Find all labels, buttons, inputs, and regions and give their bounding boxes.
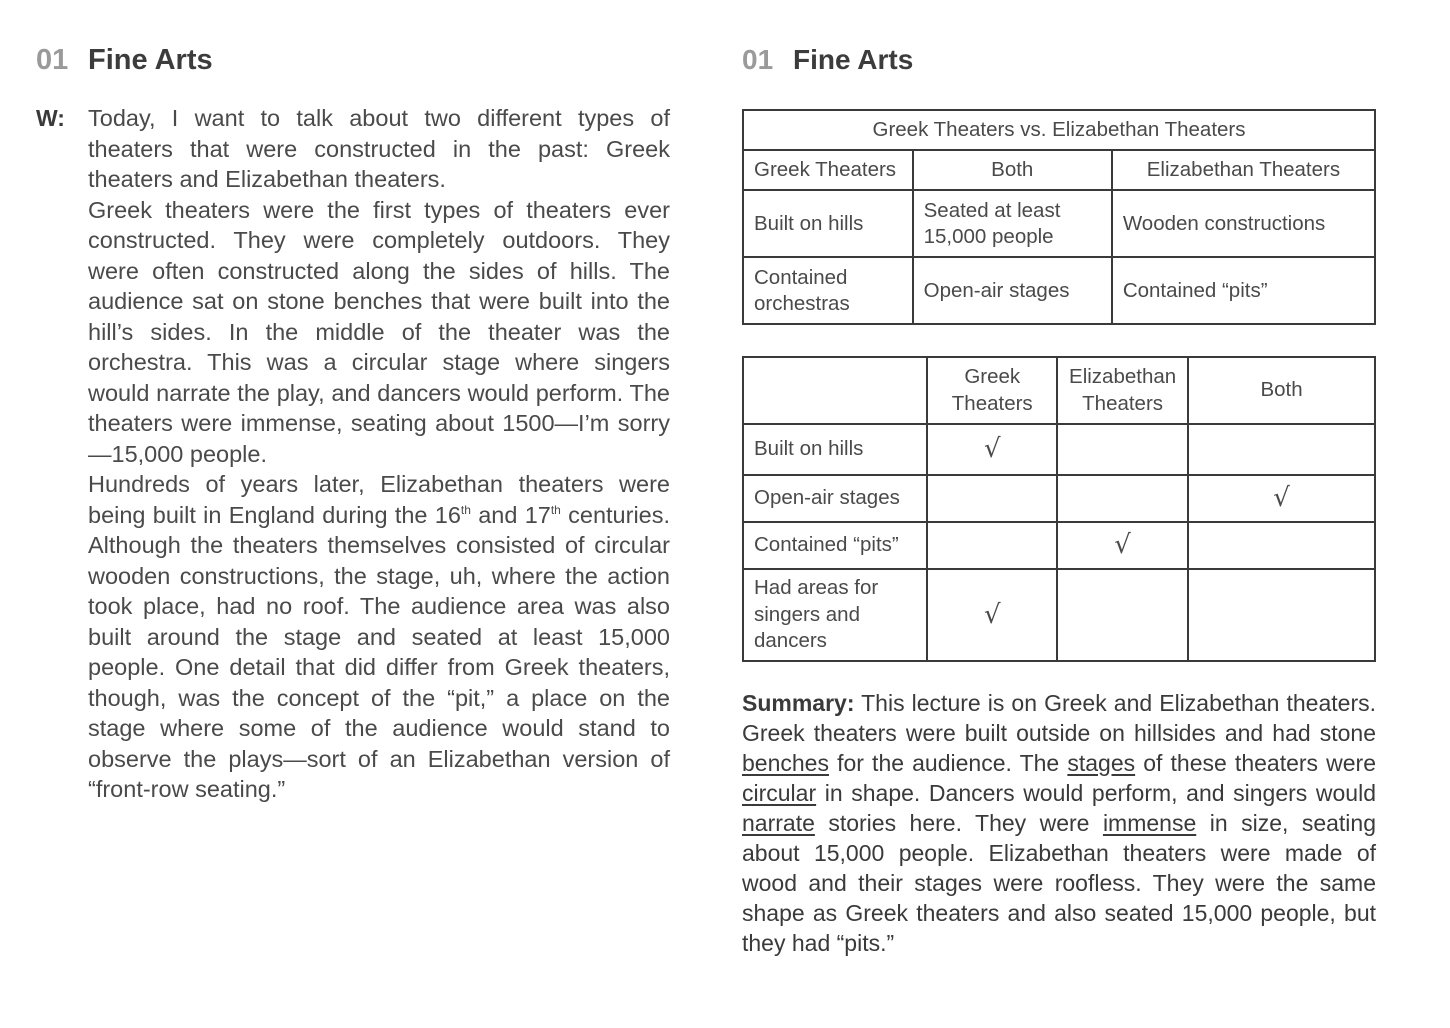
summary-text: This lecture is on Greek and Elizabethan theaters. Greek theaters were built outside on hillsides and had stone — [742, 690, 1376, 746]
right-page — [742, 44, 1378, 958]
summary-text: of these theaters were — [1135, 750, 1377, 776]
fill-in-answer: benches — [742, 750, 829, 776]
table-cell: Contained orchestras — [743, 257, 913, 324]
table-cell: Seated at least 15,000 people — [913, 190, 1112, 257]
row-label: Contained “pits” — [743, 522, 927, 569]
transcript-paragraph: Greek theaters were the first types of theaters ever constructed. They were completely outdoors. They were often constructed along the sides of hills. The audience sat on stone benches that were built into the hill’s sides. In the middle of the theater was the orchestra. This was a circular stage where singers would narrate the play, and dancers would perform. The theaters were immense, seating about 1500—I’m sorry—15,000 people. — [88, 196, 670, 467]
summary-text: in shape. Dancers would perform, and singers would — [816, 780, 1376, 806]
column-header: Elizabethan Theaters — [1057, 357, 1188, 424]
check-cell — [1188, 424, 1375, 475]
table-title-row — [743, 110, 1375, 150]
check-cell — [1057, 475, 1188, 522]
fill-in-answer: circular — [742, 780, 817, 806]
summary-text: in size, seating about 15,000 people. Elizabethan theaters were made of wood and their stages were roofless. They were the same shape as Greek theaters and also seated 15,000 people, but they had “pits.” — [742, 810, 1377, 956]
summary-text: stories here. They were — [814, 810, 1103, 836]
transcript-paragraph: Today, I want to talk about two different types of theaters that were constructed in the past: Greek theaters and Elizabethan theaters. — [88, 105, 670, 192]
transcript-paragraph — [88, 469, 670, 805]
table-row — [743, 522, 1375, 569]
row-label: Open-air stages — [743, 475, 927, 522]
column-header: Greek Theaters — [927, 357, 1057, 424]
row-label: Had areas for singers and dancers — [743, 569, 927, 661]
comparison-table — [742, 109, 1376, 325]
checklist-table — [742, 356, 1376, 662]
ordinal-suffix: th — [460, 502, 471, 517]
check-cell — [1057, 424, 1188, 475]
table-cell: Built on hills — [743, 190, 913, 257]
check-mark: √ — [1188, 475, 1375, 522]
paragraph-text: centuries. Although the theaters themselves consisted of circular wooden constructions, the stage, uh, where the action took place, had no roof. The audience area was also built around the stage and seated at least 15,000 people. One detail that did differ from Greek theaters, though, was the concept of the “pit,” a place on the stage where some of the audience would stand to observe the plays—sort of an Elizabethan version of “front-row seating.” — [88, 501, 671, 802]
left-section-header — [36, 44, 676, 86]
column-header: Both — [1188, 357, 1375, 424]
summary-paragraph — [742, 688, 1376, 958]
row-label: Built on hills — [743, 424, 927, 475]
check-cell — [927, 475, 1057, 522]
empty-header-cell — [743, 357, 927, 424]
table-row — [743, 424, 1375, 475]
transcript-body — [88, 103, 670, 805]
paragraph-text: and 17 — [470, 501, 551, 528]
lecture-transcript — [36, 103, 676, 805]
table-header-row — [743, 357, 1375, 424]
left-page — [36, 44, 676, 805]
check-mark: √ — [927, 424, 1057, 475]
speaker-label: W: — [36, 105, 65, 131]
summary-label: Summary: — [742, 690, 855, 716]
column-header: Both — [913, 150, 1112, 190]
section-title: Fine Arts — [88, 44, 213, 76]
check-mark: √ — [927, 569, 1057, 661]
table-row — [743, 190, 1375, 257]
check-cell — [1188, 569, 1375, 661]
column-header: Elizabethan Theaters — [1112, 150, 1375, 190]
ordinal-suffix: th — [550, 502, 561, 517]
paragraph-text: Hundreds of years later, Elizabethan theaters were being built in England during the 16 — [88, 471, 670, 528]
table-cell: Open-air stages — [913, 257, 1112, 324]
column-header: Greek Theaters — [743, 150, 913, 190]
section-number: 01 — [36, 44, 69, 76]
table-row — [743, 569, 1375, 661]
table-cell: Contained “pits” — [1112, 257, 1375, 324]
table-cell: Wooden constructions — [1112, 190, 1375, 257]
table-row — [743, 257, 1375, 324]
table-header-row — [743, 150, 1375, 190]
fill-in-answer: immense — [1102, 810, 1197, 836]
summary-text: for the audience. The — [828, 750, 1068, 776]
check-mark: √ — [1057, 522, 1188, 569]
section-number: 01 — [742, 44, 774, 75]
right-section-header — [742, 44, 1378, 86]
check-cell — [927, 522, 1057, 569]
check-cell — [1057, 569, 1188, 661]
section-title: Fine Arts — [793, 44, 914, 75]
table-title: Greek Theaters vs. Elizabethan Theaters — [743, 110, 1375, 150]
check-cell — [1188, 522, 1375, 569]
fill-in-answer: narrate — [742, 810, 815, 836]
fill-in-answer: stages — [1067, 750, 1136, 776]
table-row — [743, 475, 1375, 522]
